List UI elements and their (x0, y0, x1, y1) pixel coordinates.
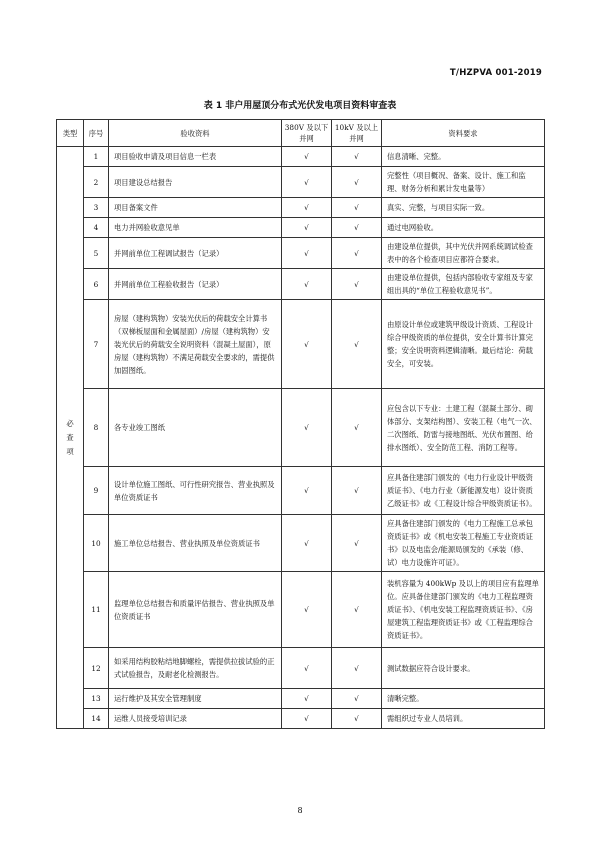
check-380v: √ (282, 648, 332, 689)
check-10kv: √ (332, 167, 382, 198)
material-cell: 设计单位施工图纸、可行性研究报告、营业执照及单位资质证书 (109, 467, 282, 515)
row-number: 11 (84, 572, 109, 648)
table-row (57, 572, 545, 648)
check-10kv: √ (332, 467, 382, 515)
requirement-cell: 完整性（项目概况、备案、设计、施工和监理、财务分析和累计发电量等） (382, 167, 545, 198)
check-380v: √ (282, 709, 332, 729)
table-row (57, 238, 545, 269)
row-number: 9 (84, 467, 109, 515)
header-requirement: 资料要求 (382, 120, 545, 147)
check-380v: √ (282, 167, 332, 198)
row-number: 14 (84, 709, 109, 729)
material-cell: 各专业竣工图纸 (109, 389, 282, 467)
table-row (57, 218, 545, 238)
header-seq: 序号 (84, 120, 109, 147)
check-10kv: √ (332, 300, 382, 389)
row-number: 1 (84, 147, 109, 167)
table-row (57, 147, 545, 167)
check-10kv: √ (332, 648, 382, 689)
material-cell: 运维人员接受培训记录 (109, 709, 282, 729)
table-row (57, 467, 545, 515)
check-10kv: √ (332, 198, 382, 218)
material-cell: 项目备案文件 (109, 198, 282, 218)
table-row (57, 300, 545, 389)
check-10kv: √ (332, 515, 382, 572)
header-material: 验收资料 (109, 120, 282, 147)
page-number: 8 (297, 806, 303, 815)
header-category: 类型 (57, 120, 84, 147)
check-380v: √ (282, 467, 332, 515)
row-number: 7 (84, 300, 109, 389)
check-10kv: √ (332, 709, 382, 729)
table-row (57, 389, 545, 467)
table-row (57, 689, 545, 709)
review-table (56, 119, 545, 729)
row-number: 6 (84, 269, 109, 300)
requirement-cell: 真实、完整，与项目实际一致。 (382, 198, 545, 218)
check-380v: √ (282, 389, 332, 467)
check-10kv: √ (332, 147, 382, 167)
requirement-cell: 通过电网验收。 (382, 218, 545, 238)
row-number: 3 (84, 198, 109, 218)
requirement-cell: 需组织过专业人员培训。 (382, 709, 545, 729)
check-10kv: √ (332, 389, 382, 467)
check-380v: √ (282, 689, 332, 709)
table-row (57, 167, 545, 198)
check-380v: √ (282, 218, 332, 238)
requirement-cell: 信息清晰、完整。 (382, 147, 545, 167)
row-number: 8 (84, 389, 109, 467)
requirement-cell: 测试数据应符合设计要求。 (382, 648, 545, 689)
row-number: 4 (84, 218, 109, 238)
material-cell: 并网前单位工程验收报告（记录） (109, 269, 282, 300)
category-label: 必查项 (66, 418, 74, 456)
header-10kv: 10kV 及以上并网 (332, 120, 382, 147)
table-row (57, 648, 545, 689)
row-number: 10 (84, 515, 109, 572)
header-380v: 380V 及以下并网 (282, 120, 332, 147)
requirement-cell: 装机容量为 400kWp 及以上的项目应有监理单位。应具备住建部门颁发的《电力工程监理资质证书》、《机电安装工程监理资质证书》、《房屋建筑工程监理资质证书》或《工程监理综合资质证书》。 (382, 572, 545, 648)
requirement-cell: 由原设计单位或建筑甲级设计资质、工程设计综合甲级资质的单位提供，安全计算书计算完整；安全说明资料逻辑清晰。最后结论：荷载安全，可安装。 (382, 300, 545, 389)
check-10kv: √ (332, 269, 382, 300)
table-header-row (57, 120, 545, 147)
material-cell: 并网前单位工程调试报告（记录） (109, 238, 282, 269)
check-10kv: √ (332, 572, 382, 648)
table-caption: 表 1 非户用屋顶分布式光伏发电项目资料审查表 (203, 101, 397, 111)
material-cell: 项目验收申请及项目信息一栏表 (109, 147, 282, 167)
check-380v: √ (282, 269, 332, 300)
material-cell: 运行维护及其安全管理制度 (109, 689, 282, 709)
material-cell: 施工单位总结报告、营业执照及单位资质证书 (109, 515, 282, 572)
check-380v: √ (282, 515, 332, 572)
check-380v: √ (282, 238, 332, 269)
check-10kv: √ (332, 218, 382, 238)
requirement-cell: 由建设单位提供，其中光伏并网系统调试检查表中的各个检查项目应都符合要求。 (382, 238, 545, 269)
material-cell: 项目建设总结报告 (109, 167, 282, 198)
requirement-cell: 清晰完整。 (382, 689, 545, 709)
standard-code: T/HZPVA 001-2019 (449, 68, 542, 78)
check-380v: √ (282, 198, 332, 218)
check-380v: √ (282, 572, 332, 648)
table-row (57, 515, 545, 572)
requirement-cell: 应包含以下专业：土建工程（混凝土部分、砌体部分、支架结构图）、安装工程（电气一次、二次图纸、防雷与接地图纸、光伏布置图、给排水图纸）、安全防范工程、消防工程等。 (382, 389, 545, 467)
material-cell: 监理单位总结报告和质量评估报告、营业执照及单位资质证书 (109, 572, 282, 648)
check-10kv: √ (332, 238, 382, 269)
category-cell (57, 147, 84, 729)
requirement-cell: 由建设单位提供，包括内部验收专家组及专家组出具的“单位工程验收意见书”。 (382, 269, 545, 300)
table-row (57, 269, 545, 300)
check-380v: √ (282, 147, 332, 167)
row-number: 2 (84, 167, 109, 198)
material-cell: 房屋（建构筑物）安装光伏后的荷载安全计算书（双梯板屋面和金属屋面）/房屋（建构筑物）安装光伏后的荷载安全说明资料（混凝土屋面），原房屋（建构筑物）不满足荷载安全要求的，需提供加固图纸。 (109, 300, 282, 389)
check-380v: √ (282, 300, 332, 389)
row-number: 5 (84, 238, 109, 269)
table-row (57, 709, 545, 729)
requirement-cell: 应具备住建部门颁发的《电力行业设计甲级资质证书》、《电力行业（新能源发电）设计资质乙级证书》或《工程设计综合甲级资质证书》。 (382, 467, 545, 515)
material-cell: 如采用结构胶粘结地脚螺栓，需提供拉拔试验的正式试验报告，及耐老化检测报告。 (109, 648, 282, 689)
check-10kv: √ (332, 689, 382, 709)
table-row (57, 198, 545, 218)
row-number: 12 (84, 648, 109, 689)
requirement-cell: 应具备住建部门颁发的《电力工程施工总承包资质证书》或《机电安装工程施工专业资质证书》以及电监会/能源局颁发的《承装（修、试）电力设施许可证》。 (382, 515, 545, 572)
material-cell: 电力并网验收意见单 (109, 218, 282, 238)
row-number: 13 (84, 689, 109, 709)
